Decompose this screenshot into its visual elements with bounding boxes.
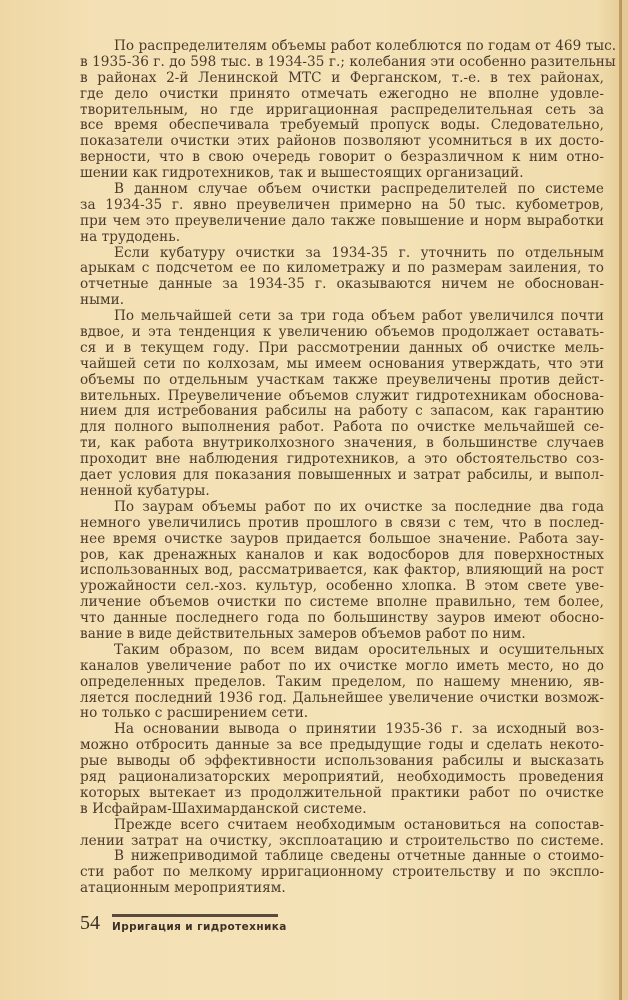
paragraph [80,818,604,850]
text-line: что данные последнего года по большинству зауров имеют обосно- [80,610,604,627]
paragraph [80,722,604,817]
footer-rule [112,914,278,917]
text-line: дает условия для показания повышенных и затрат рабсилы, и выпол- [80,467,604,484]
paragraph [80,643,604,722]
paragraph [80,182,604,246]
text-line: но только с расширением сети. [80,705,309,722]
text-line: рые выводы об эффективности использования рабсилы и высказать [80,753,604,770]
page-gutter-edge [622,0,628,1000]
page-number: 54 [80,912,100,934]
text-line: каналов увеличение работ по их очистке могло иметь место, но до [80,657,604,674]
paragraph [80,38,617,182]
paragraph [80,849,604,897]
text-line: при чем это преувеличение дало также повышение и норм выработки [80,212,604,229]
text-line: за 1934-35 г. явно преувеличен примерно на 50 тыс. кубометров, [80,196,604,213]
text-line: отчетные данные за 1934-35 г. оказываются ничем не обоснован- [80,276,604,293]
text-line: ся и в текущем году. При рассмотрении данных об очистке мель- [80,339,604,356]
text-line: шении как гидротехников, так и вышестоящих организаций. [80,165,524,182]
text-line: проходит вне наблюдения гидротехников, а это обстоятельство соз- [80,451,604,468]
paragraph [80,246,604,310]
text-line: для полного выполнения работ. Работа по очистке мельчайшей се- [80,419,604,436]
paragraph [80,309,604,500]
page-footer [80,913,287,933]
text-line: где дело очистки принято отмечать ежегодно не вполне удовле- [80,85,604,102]
text-line: все время обеспечивала требуемый пропуск воды. Следовательно, [80,117,604,134]
text-line: вительных. Преувеличение объемов служит гидротехникам обоснова- [80,387,604,404]
text-line: немного увеличились против прошлого в связи с тем, что в послед- [80,514,604,531]
text-line: Если кубатуру очистки за 1934-35 г. уточнить по отдельным [114,244,604,261]
text-line: По мельчайшей сети за три года объем работ увеличился почти [114,308,604,325]
text-line: Таким образом, по всем видам оросительных и осушительных [114,641,604,658]
text-line: атационным мероприятиям. [80,880,286,897]
text-line: определенных пределов. Таким пределом, по нашему мнению, яв- [80,673,604,690]
footer-running-title [112,914,287,933]
text-line: использованных вод, рассматривается, как фактор, влияющий на рост [80,562,604,579]
text-line: можно отбросить данные за все предыдущие годы и сделать некото- [80,737,604,754]
text-line: ными. [80,292,125,309]
text-line: в Исфайрам-Шахимарданской системе. [80,800,367,817]
text-line: Прежде всего считаем необходимым остановиться на сопостав- [114,816,604,833]
paragraph [80,500,604,643]
text-line: в 1935-36 г. до 598 тыс. в 1934-35 г.; колебания эти особенно разительны [80,53,616,70]
text-line: которых вытекает из продолжительной практики работ по очистке [80,784,604,801]
text-line: сти работ по мелкому ирригационному строительству и по экспло- [80,864,604,881]
text-line: По распределителям объемы работ колеблются по годам от 469 тыс. [114,38,617,54]
text-line: на трудодень. [80,228,181,245]
text-line: На основании вывода о принятии 1935-36 г. за исходный воз- [114,721,604,738]
text-line: творительным, но где ирригационная распределительная сеть за [80,101,604,118]
text-line: ров, как дренажных каналов и как водосборов для поверхностных [80,546,604,563]
text-line: ненной кубатуры. [80,482,210,499]
text-line: в районах 2-й Ленинской МТС и Ферганском, т.-е. в тех районах, [80,69,604,86]
text-line: В данном случае объем очистки распределителей по системе [114,181,604,198]
text-line: нием для истребования рабсилы на работу с запасом, как гарантию [80,403,604,420]
text-line: ряд рационализаторских мероприятий, необходимость проведения [80,768,604,785]
body-text [80,38,617,897]
text-line: арыкам с подсчетом ее по километражу и по размерам заиления, то [80,260,604,277]
text-line: чайшей сети по колхозам, мы имеем основания утверждать, что эти [80,355,604,372]
text-line: В нижеприводимой таблице сведены отчетные данные о стоимо- [114,848,604,865]
text-line: ляется последний 1936 год. Дальнейшее увеличение очистки возмож- [80,689,604,706]
text-line: лении затрат на очистку, эксплоатацию и строительство по системе. [80,832,604,849]
journal-title: Ирригация и гидротехника [112,921,287,933]
text-line: верности, что в свою очередь говорит о безразличном к ним отно- [80,149,604,166]
text-line: урожайности сел.-хоз. культур, особенно хлопка. В этом свете уве- [80,578,604,595]
text-line: показатели очистки этих районов позволяют усомниться в их досто- [80,133,604,150]
text-line: вдвое, и эта тенденция к увеличению объемов продолжает оставать- [80,324,604,341]
text-line: ти, как работа внутриколхозного значения, в большинстве случаев [80,435,604,452]
text-line: вание в виде действительных замеров объемов работ по ним. [80,625,526,642]
text-line: По заурам объемы работ по их очистке за последние два года [114,498,604,515]
text-line: нее время очистке зауров придается большое значение. Работа зау- [80,530,604,547]
text-line: личение объемов очистки по системе вполне правильно, тем более, [80,594,604,611]
text-line: объемы по отдельным участкам также преувеличены против дейст- [80,371,604,388]
